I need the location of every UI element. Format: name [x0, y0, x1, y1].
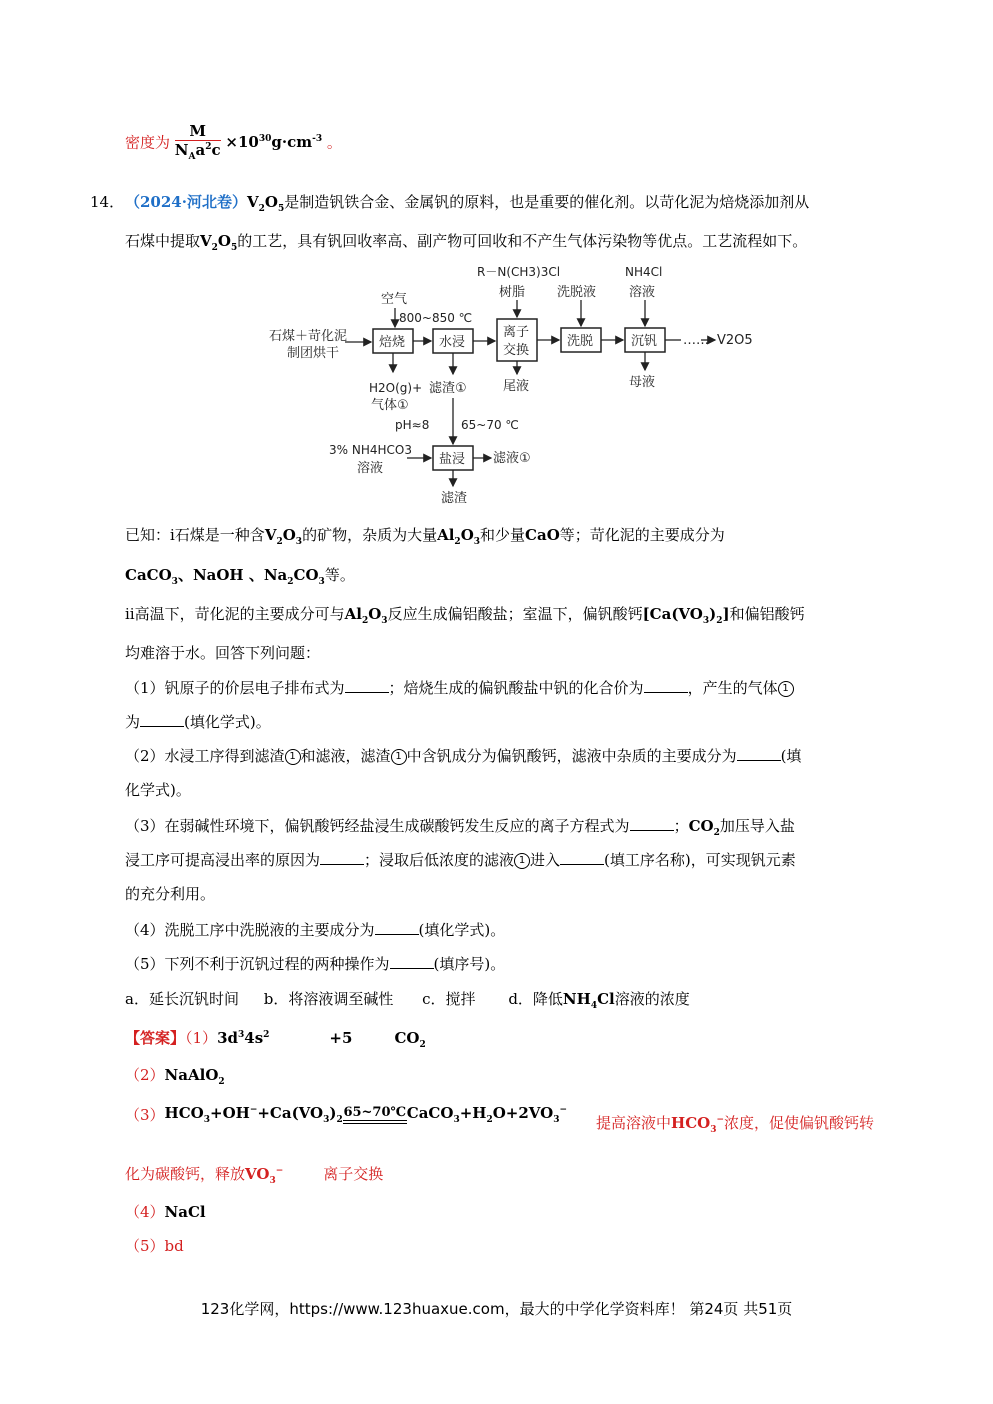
known-1a: 已知：ⅰ石煤是一种含: [125, 526, 265, 544]
q1-line-1: [125, 677, 794, 698]
answer-3-num: （3）: [125, 1106, 165, 1124]
gas-label-2: 气体①: [371, 398, 409, 413]
box-precipitation-label: 沉钒: [631, 334, 658, 349]
q3-line-3: 的充分利用。: [125, 885, 216, 903]
known-3h: 3: [702, 616, 710, 626]
known-1i: O: [460, 526, 474, 544]
known-line-3: [125, 603, 805, 626]
known-3a: ⅱ高温下，苛化泥的主要成分可与: [125, 605, 345, 623]
answer-label: 【答案】: [125, 1029, 186, 1047]
known-1d: O: [282, 526, 296, 544]
o-symbol-2: O: [217, 232, 231, 250]
answer-1-f: CO: [394, 1029, 420, 1047]
option-d-c: 4: [590, 1001, 598, 1011]
known-2f: 3: [318, 577, 325, 587]
known-2e: CO: [293, 566, 319, 584]
option-d-d: Cl: [597, 990, 615, 1008]
q1-d: 为: [125, 713, 141, 731]
fraction-numerator: M: [175, 122, 221, 141]
eq-k: +H: [459, 1104, 487, 1122]
eq-j: 3: [453, 1115, 460, 1125]
filtrate-label: 滤液①: [493, 451, 531, 466]
eq-a: HCO: [164, 1104, 204, 1122]
eq-m: O+2VO: [492, 1104, 554, 1122]
known-3l: 和偏铝酸钙: [729, 605, 805, 623]
answer-1-d: 2: [263, 1030, 270, 1040]
density-label: 密度为: [125, 133, 171, 152]
eq-g: ): [329, 1104, 337, 1122]
option-d-a: d．降低: [508, 990, 563, 1008]
q2-a: （2）水浸工序得到滤渣: [125, 747, 285, 765]
reason-1a: 提高溶液中: [596, 1114, 672, 1132]
gas-label-1: H2O(g)+: [369, 381, 423, 395]
known-3d: O: [368, 605, 382, 623]
reason-1e: 浓度，促使偏钒酸钙转: [724, 1114, 875, 1132]
density-fraction: [175, 122, 221, 162]
eq-c: +OH: [210, 1104, 250, 1122]
v-sub: 2: [258, 204, 265, 214]
page-footer: 123化学网，https://www.123huaxue.com，最大的中学化学资料库！ 第24页 共51页: [200, 1300, 793, 1318]
answer-4-a: NaCl: [164, 1203, 206, 1221]
v-sub-2: 2: [211, 243, 218, 253]
q3-e: 加压导入盐: [719, 817, 795, 835]
eq-h: 2: [336, 1115, 343, 1125]
q3-blank-3[interactable]: [560, 852, 604, 865]
circle-1-icon: 1: [778, 681, 794, 697]
process-flowchart: [265, 262, 765, 512]
q5-blank[interactable]: [390, 956, 434, 969]
q3-f: 浸工序可提高浸出率的原因为: [125, 851, 321, 869]
options-line: [125, 988, 690, 1011]
fraction-denominator: [175, 141, 221, 162]
q3-g: ；浸取后低浓度的滤液: [364, 851, 515, 869]
box-water-leach-label: 水浸: [439, 335, 466, 350]
q1-line-2: [125, 711, 271, 732]
o-sub-2: 5: [231, 243, 238, 253]
circle-1-icon: 1: [285, 749, 301, 765]
q3-blank-2[interactable]: [320, 852, 364, 865]
q1-e: (填化学式)。: [184, 713, 271, 731]
known-line-2: [125, 564, 355, 587]
q5-a: （5）下列不利于沉钒过程的两种操作为: [125, 955, 390, 973]
o-symbol: O: [264, 193, 278, 211]
known-3e: 3: [381, 616, 388, 626]
q1-a: （1）钒原子的价层电子排布式为: [125, 679, 345, 697]
v-symbol-2: V: [200, 232, 212, 250]
question-source: （2024·河北卷）: [125, 193, 247, 211]
known-3f: 反应生成偏铝酸盐；室温下，偏钒酸钙: [387, 605, 643, 623]
known-1g: Al: [437, 526, 455, 544]
eq-p: −: [559, 1105, 568, 1115]
q3-i: (填工序名称)，可实现钒元素: [604, 851, 796, 869]
v-symbol: V: [246, 193, 259, 211]
q2-blank[interactable]: [737, 748, 781, 761]
unit-exp2: -3: [312, 134, 323, 144]
answer-line-5: [125, 1235, 184, 1256]
known-2g: 等。: [324, 566, 355, 584]
eq-b: 3: [203, 1115, 210, 1125]
reagent-label-2: 溶液: [357, 461, 384, 476]
eq-e: +Ca(VO: [257, 1104, 324, 1122]
q4-blank[interactable]: [375, 922, 419, 935]
reason-1d: −: [716, 1115, 725, 1125]
q5-line: [125, 953, 505, 974]
dots-label: ……: [683, 333, 709, 348]
q4-line: [125, 919, 505, 940]
answer-3-products: [406, 1104, 568, 1125]
eq-o: 3: [553, 1115, 560, 1125]
density-line: [125, 122, 342, 162]
answer-line-4: [125, 1201, 206, 1222]
known-2b: 3: [171, 577, 178, 587]
answer-3-reason-1: [596, 1112, 874, 1135]
known-3c: 2: [361, 616, 369, 626]
known-1e: 3: [295, 537, 303, 547]
known-3b: Al: [344, 605, 362, 623]
answer-2-b: 2: [218, 1077, 225, 1087]
resin-label-1: R－N(CH3)3Cl: [477, 265, 561, 279]
known-3k: ]: [722, 605, 730, 623]
residue1-label: 滤渣①: [429, 381, 467, 396]
option-d-e: 溶液的浓度: [614, 990, 690, 1008]
question-intro-1: [125, 191, 809, 214]
option-b: b．将溶液调至碱性: [263, 990, 394, 1008]
q2-line-2: 化学式)。: [125, 781, 191, 799]
answer-1-c: 4s: [244, 1029, 264, 1047]
box-elution-label: 洗脱: [567, 334, 594, 349]
known-line-1: [125, 524, 725, 547]
q3-h: 进入: [530, 851, 561, 869]
question-intro-2: [125, 230, 807, 253]
resin-label-2: 树脂: [499, 285, 526, 300]
circle-1-icon: 1: [514, 853, 530, 869]
known-3j: 2: [716, 616, 723, 626]
eq-d: −: [249, 1105, 258, 1115]
reason-2b: VO: [245, 1165, 270, 1183]
reason-2d: −: [275, 1166, 284, 1176]
answer-1-a: 3d: [217, 1029, 238, 1047]
known-line-4: 均难溶于水。回答下列问题：: [125, 644, 321, 662]
answer-line-1: [125, 1027, 426, 1050]
o-sub: 5: [277, 204, 285, 214]
unit-gcm: g·cm: [271, 133, 313, 151]
q1-c: ，产生的气体: [687, 679, 778, 697]
answer-5-a: bd: [164, 1237, 184, 1255]
product-label: V2O5: [717, 333, 753, 348]
q1-blank-3[interactable]: [140, 714, 184, 727]
reason-2c: 3: [269, 1176, 276, 1186]
den-n: N: [174, 141, 189, 159]
eq-i: CaCO: [406, 1104, 454, 1122]
q4-a: （4）洗脱工序中洗脱液的主要成分为: [125, 921, 375, 939]
intro-text-2a: 石煤中提取: [125, 232, 201, 250]
unit-times: ×10: [225, 133, 259, 151]
intro-text-1: 是制造钒铁合金、金属钒的原料，也是重要的催化剂。以苛化泥为焙烧添加剂从: [284, 193, 810, 211]
known-1l: CaO: [525, 526, 560, 544]
q3-line-2: [125, 849, 796, 870]
temp2-label: 65~70 ℃: [461, 418, 519, 432]
intro-text-2b: 的工艺，具有钒回收率高、副产物可回收和不产生气体污染物等优点。工艺流程如下。: [237, 232, 808, 250]
residue2-label: 滤渣: [441, 491, 468, 506]
known-1b: V: [264, 526, 277, 544]
known-1m: 等；苛化泥的主要成分为: [559, 526, 725, 544]
known-3i: ): [709, 605, 717, 623]
feed-label-2: 制团烘干: [287, 346, 340, 361]
known-1c: 2: [276, 537, 283, 547]
known-1j: 3: [473, 537, 481, 547]
question-number: 14．: [90, 193, 125, 211]
q1-blank-2[interactable]: [644, 680, 688, 693]
q5-b: (填序号)。: [433, 955, 506, 973]
den-a: A: [188, 152, 196, 162]
equals-sign: [343, 1120, 407, 1124]
nh4cl-label-2: 溶液: [629, 285, 656, 300]
den-c: c: [211, 141, 221, 159]
q1-b: ；焙烧生成的偏钒酸盐中钒的化合价为: [388, 679, 644, 697]
circle-1-icon: 1: [391, 749, 407, 765]
known-1k: 和少量: [480, 526, 526, 544]
q2-c: 中含钒成分为偏钒酸钙，滤液中杂质的主要成分为: [406, 747, 737, 765]
answer-5-num: （5）: [125, 1237, 165, 1255]
answer-4-num: （4）: [125, 1203, 165, 1221]
reagent-label-1: 3% NH4HCO3: [329, 443, 412, 457]
answer-3-equation: [164, 1104, 343, 1125]
density-end: 。: [326, 133, 342, 152]
den-exp: 2: [205, 142, 212, 152]
answer-1-b: 3: [238, 1030, 245, 1040]
eq-l: 2: [486, 1115, 493, 1125]
tail-liquid-label: 尾液: [503, 379, 530, 394]
condition-text: 65~70℃: [343, 1105, 407, 1120]
answer-2-num: （2）: [125, 1066, 165, 1084]
reason-1b: HCO: [671, 1114, 711, 1132]
q3-line-1: [125, 815, 795, 838]
reaction-condition: [343, 1105, 407, 1124]
answer-1-g: 2: [419, 1040, 426, 1050]
option-c: c．搅拌: [422, 990, 476, 1008]
q3-blank-1[interactable]: [630, 818, 674, 831]
feed-label-1: 石煤＋苛化泥: [269, 329, 348, 344]
reason-2e: 离子交换: [323, 1165, 384, 1183]
q3-c: CO: [688, 817, 714, 835]
known-2d: 2: [287, 577, 294, 587]
q3-d: 2: [713, 828, 720, 838]
answer-line-3b: [125, 1163, 383, 1186]
mother-liquor-label: 母液: [629, 375, 656, 390]
reason-2a: 化为碳酸钙，释放: [125, 1165, 246, 1183]
option-a: a．延长沉钒时间: [125, 990, 239, 1008]
ph-label: pH≈8: [395, 418, 430, 432]
option-d-b: NH: [562, 990, 591, 1008]
known-2a: CaCO: [125, 566, 172, 584]
air-label: 空气: [381, 292, 408, 307]
den-lattice-a: a: [195, 141, 206, 159]
q2-line-1: [125, 745, 801, 766]
unit-exp: 30: [258, 134, 272, 144]
box-ion-label-2: 交换: [503, 343, 530, 358]
answer-1-num: （1）: [185, 1029, 218, 1047]
box-ion-label-1: 离子: [503, 325, 530, 340]
reason-1c: 3: [710, 1125, 717, 1135]
eluent-label: 洗脱液: [557, 285, 597, 300]
q1-blank-1[interactable]: [345, 680, 389, 693]
box-roast-label: 焙烧: [379, 335, 406, 350]
answer-line-3: [125, 1104, 567, 1125]
temp1-label: 800~850 ℃: [399, 311, 473, 325]
known-1h: 2: [454, 537, 461, 547]
option-d: [508, 990, 690, 1011]
q2-d: (填: [780, 747, 802, 765]
known-2c: 、NaOH 、Na: [177, 566, 288, 584]
q3-a: （3）在弱碱性环境下，偏钒酸钙经盐浸生成碳酸钙发生反应的离子方程式为: [125, 817, 630, 835]
q2-b: 和滤液，滤渣: [300, 747, 391, 765]
density-unit: [225, 133, 322, 151]
answer-1-e: +5: [329, 1029, 353, 1047]
known-1f: 的矿物，杂质为大量: [302, 526, 438, 544]
box-salt-leach-label: 盐浸: [439, 452, 466, 467]
eq-f: 3: [323, 1115, 330, 1125]
q4-b: (填化学式)。: [418, 921, 506, 939]
answer-line-2: [125, 1064, 225, 1087]
q3-b: ；: [673, 817, 689, 835]
nh4cl-label-1: NH4Cl: [625, 265, 663, 279]
known-3g: [Ca(VO: [642, 605, 703, 623]
answer-2-a: NaAlO: [164, 1066, 219, 1084]
